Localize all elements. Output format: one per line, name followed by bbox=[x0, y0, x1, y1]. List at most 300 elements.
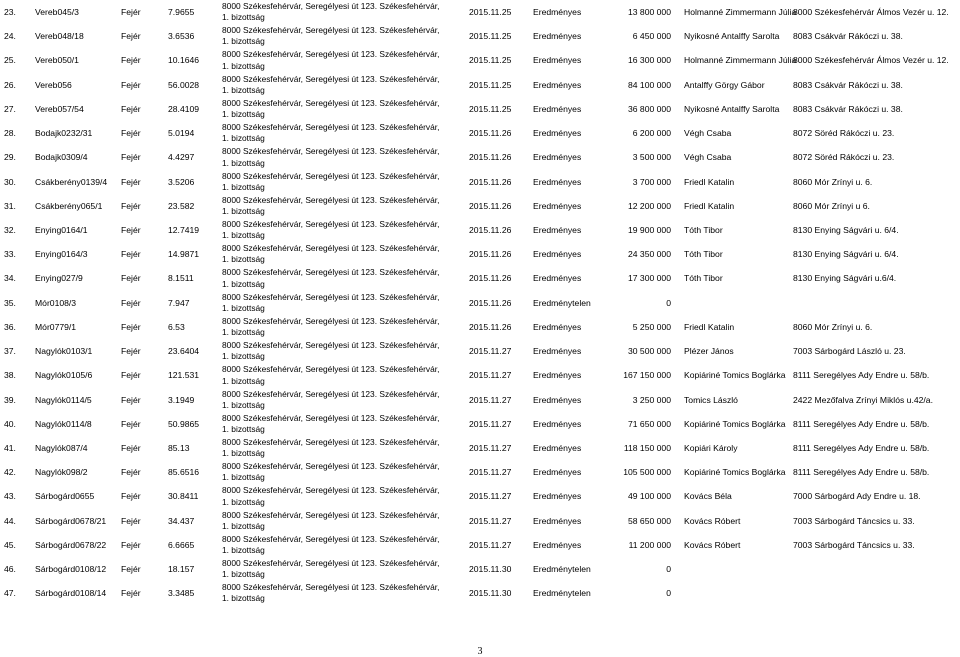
auction-date: 2015.11.27 bbox=[469, 467, 512, 478]
table-row bbox=[0, 510, 960, 534]
sale-price: 49 100 000 bbox=[627, 491, 671, 502]
auction-result: Eredményes bbox=[533, 418, 582, 429]
office-address bbox=[222, 364, 439, 386]
area-value: 56.0028 bbox=[168, 79, 200, 90]
office-address bbox=[222, 534, 439, 556]
auction-date: 2015.11.30 bbox=[469, 588, 512, 599]
parcel-id: Vereb057/54 bbox=[35, 103, 84, 114]
auction-date: 2015.11.25 bbox=[469, 7, 512, 17]
buyer-address: 8060 Mór Zrínyi u. 6. bbox=[793, 176, 873, 187]
office-address bbox=[222, 485, 439, 507]
row-number: 34. bbox=[4, 273, 16, 284]
office-address-line1: 8000 Székesfehérvár, Seregélyesi út 123. Székesfehérvár, bbox=[222, 122, 440, 133]
auction-result: Eredményes bbox=[533, 103, 582, 114]
office-address-line1: 8000 Székesfehérvár, Seregélyesi út 123. Székesfehérvár, bbox=[222, 509, 440, 520]
office-address bbox=[222, 267, 439, 289]
buyer-address: 8130 Enying Ságvári u.6/4. bbox=[793, 273, 897, 284]
auction-date: 2015.11.27 bbox=[469, 346, 512, 357]
buyer-address: 8072 Söréd Rákóczi u. 23. bbox=[793, 152, 895, 163]
office-committee: 1. bizottság bbox=[222, 84, 265, 95]
row-number: 28. bbox=[4, 128, 16, 139]
office-address-line1: 8000 Székesfehérvár, Seregélyesi út 123. Székesfehérvár, bbox=[222, 340, 440, 351]
sale-price: 0 bbox=[666, 564, 671, 575]
row-number: 33. bbox=[4, 249, 16, 260]
sale-price: 105 500 000 bbox=[623, 467, 671, 478]
sale-price: 84 100 000 bbox=[627, 79, 671, 90]
auction-date: 2015.11.25 bbox=[469, 79, 512, 90]
county: Fejér bbox=[121, 564, 141, 575]
auction-result: Eredményes bbox=[533, 55, 582, 66]
area-value: 7.947 bbox=[168, 297, 190, 308]
office-address bbox=[222, 74, 439, 96]
office-address-line1: 8000 Székesfehérvár, Seregélyesi út 123. Székesfehérvár, bbox=[222, 267, 440, 278]
row-number: 42. bbox=[4, 467, 16, 478]
office-address bbox=[222, 582, 439, 604]
table-row bbox=[0, 171, 960, 195]
office-address bbox=[222, 437, 439, 459]
row-number: 30. bbox=[4, 176, 16, 187]
office-address bbox=[222, 171, 439, 193]
parcel-id: Nagylók0103/1 bbox=[35, 346, 93, 357]
buyer-address: 7000 Sárbogárd Ady Endre u. 18. bbox=[793, 491, 921, 502]
auction-result: Eredménytelen bbox=[533, 588, 591, 599]
office-address-line1: 8000 Székesfehérvár, Seregélyesi út 123. Székesfehérvár, bbox=[222, 436, 440, 447]
page-number: 3 bbox=[477, 646, 483, 657]
auction-result: Eredményes bbox=[533, 467, 582, 478]
auction-date: 2015.11.26 bbox=[469, 128, 512, 139]
area-value: 50.9865 bbox=[168, 418, 200, 429]
parcel-id: Nagylók0114/5 bbox=[35, 394, 92, 405]
buyer-address: 7003 Sárbogárd Táncsics u. 33. bbox=[793, 515, 915, 526]
buyer-name: Nyikosné Antalffy Sarolta bbox=[684, 103, 780, 114]
row-number: 43. bbox=[4, 491, 16, 502]
office-address-line1: 8000 Székesfehérvár, Seregélyesi út 123. Székesfehérvár, bbox=[222, 291, 440, 302]
area-value: 6.6665 bbox=[168, 539, 195, 550]
office-committee: 1. bizottság bbox=[222, 472, 265, 483]
buyer-name: Kovács Róbert bbox=[684, 515, 741, 526]
office-committee: 1. bizottság bbox=[222, 278, 265, 289]
auction-result: Eredményes bbox=[533, 128, 582, 139]
row-number: 40. bbox=[4, 418, 16, 429]
county: Fejér bbox=[121, 515, 141, 526]
area-value: 12.7419 bbox=[168, 224, 200, 235]
buyer-name: Kovács Róbert bbox=[684, 539, 741, 550]
county: Fejér bbox=[121, 297, 141, 308]
area-value: 34.437 bbox=[168, 515, 195, 526]
table-row bbox=[0, 195, 960, 219]
auction-result: Eredményes bbox=[533, 515, 582, 526]
row-number: 23. bbox=[4, 7, 16, 17]
buyer-name: Kopiáriné Tomics Boglárka bbox=[684, 418, 786, 429]
sale-price: 13 800 000 bbox=[627, 7, 671, 17]
county: Fejér bbox=[121, 79, 141, 90]
table-row bbox=[0, 122, 960, 146]
auction-date: 2015.11.27 bbox=[469, 394, 512, 405]
office-address-line1: 8000 Székesfehérvár, Seregélyesi út 123. Székesfehérvár, bbox=[222, 73, 440, 84]
county: Fejér bbox=[121, 442, 141, 453]
sale-price: 11 200 000 bbox=[628, 539, 671, 550]
table-row bbox=[0, 98, 960, 122]
county: Fejér bbox=[121, 418, 141, 429]
table-row bbox=[0, 437, 960, 461]
table-row bbox=[0, 485, 960, 509]
buyer-name: Tóth Tibor bbox=[684, 224, 723, 235]
sale-price: 17 300 000 bbox=[627, 273, 671, 284]
buyer-address: 8060 Mór Zrínyi u 6. bbox=[793, 200, 870, 211]
office-address bbox=[222, 389, 439, 411]
auction-result: Eredménytelen bbox=[533, 564, 591, 575]
auction-date: 2015.11.25 bbox=[469, 31, 512, 42]
office-committee: 1. bizottság bbox=[222, 230, 265, 241]
buyer-name: Friedl Katalin bbox=[684, 176, 735, 187]
sale-price: 0 bbox=[666, 297, 671, 308]
buyer-address: 8083 Csákvár Rákóczi u. 38. bbox=[793, 79, 903, 90]
office-committee: 1. bizottság bbox=[222, 181, 265, 192]
parcel-id: Nagylók0105/6 bbox=[35, 370, 93, 381]
office-address bbox=[222, 340, 439, 362]
row-number: 44. bbox=[4, 515, 16, 526]
buyer-name: Tóth Tibor bbox=[684, 249, 723, 260]
auction-date: 2015.11.26 bbox=[469, 297, 512, 308]
office-address-line1: 8000 Székesfehérvár, Seregélyesi út 123. Székesfehérvár, bbox=[222, 485, 440, 496]
row-number: 25. bbox=[4, 55, 16, 66]
auction-result: Eredményes bbox=[533, 31, 582, 42]
sale-price: 58 650 000 bbox=[627, 515, 671, 526]
table-row bbox=[0, 364, 960, 388]
sale-price: 3 700 000 bbox=[632, 176, 671, 187]
table-row bbox=[0, 267, 960, 291]
buyer-name: Végh Csaba bbox=[684, 152, 732, 163]
parcel-id: Enying0164/3 bbox=[35, 249, 88, 260]
office-address-line1: 8000 Székesfehérvár, Seregélyesi út 123. Székesfehérvár, bbox=[222, 97, 440, 108]
row-number: 38. bbox=[4, 370, 16, 381]
parcel-id: Vereb056 bbox=[35, 79, 72, 90]
county: Fejér bbox=[121, 539, 141, 550]
buyer-address: 8000 Székesfehérvár Álmos Vezér u. 12. bbox=[793, 7, 949, 17]
county: Fejér bbox=[121, 7, 141, 17]
office-address bbox=[222, 1, 439, 23]
auction-result: Eredményes bbox=[533, 346, 582, 357]
auction-result: Eredményes bbox=[533, 321, 582, 332]
parcel-id: Mór0779/1 bbox=[35, 321, 77, 332]
office-address-line1: 8000 Székesfehérvár, Seregélyesi út 123. Székesfehérvár, bbox=[222, 218, 440, 229]
parcel-id: Bodajk0232/31 bbox=[35, 128, 93, 139]
table-row bbox=[0, 534, 960, 558]
county: Fejér bbox=[121, 346, 141, 357]
auction-result: Eredményes bbox=[533, 491, 582, 502]
office-committee: 1. bizottság bbox=[222, 496, 265, 507]
office-committee: 1. bizottság bbox=[222, 423, 265, 434]
area-value: 3.6536 bbox=[168, 31, 195, 42]
area-value: 10.1646 bbox=[168, 55, 200, 66]
office-address bbox=[222, 461, 439, 483]
buyer-name: Plézer János bbox=[684, 346, 734, 357]
office-committee: 1. bizottság bbox=[222, 302, 265, 313]
auction-date: 2015.11.27 bbox=[469, 515, 512, 526]
table-row bbox=[0, 461, 960, 485]
office-address bbox=[222, 146, 439, 168]
buyer-name: Kovács Béla bbox=[684, 491, 732, 502]
buyer-address: 8083 Csákvár Rákóczi u. 38. bbox=[793, 31, 903, 42]
county: Fejér bbox=[121, 273, 141, 284]
sale-price: 167 150 000 bbox=[623, 370, 671, 381]
office-address bbox=[222, 219, 439, 241]
auction-result: Eredményes bbox=[533, 200, 582, 211]
auction-date: 2015.11.26 bbox=[469, 321, 512, 332]
county: Fejér bbox=[121, 176, 141, 187]
area-value: 30.8411 bbox=[168, 491, 199, 502]
area-value: 3.1949 bbox=[168, 394, 195, 405]
parcel-id: Vereb045/3 bbox=[35, 7, 79, 17]
county: Fejér bbox=[121, 249, 141, 260]
office-address-line1: 8000 Székesfehérvár, Seregélyesi út 123. Székesfehérvár, bbox=[222, 25, 440, 36]
buyer-address: 8111 Seregélyes Ady Endre u. 58/b. bbox=[793, 418, 930, 429]
table-row bbox=[0, 219, 960, 243]
county: Fejér bbox=[121, 103, 141, 114]
sale-price: 19 900 000 bbox=[627, 224, 671, 235]
buyer-name: Holmanné Zimmermann Júlia bbox=[684, 7, 797, 17]
office-committee: 1. bizottság bbox=[222, 375, 265, 386]
table-row bbox=[0, 582, 960, 606]
row-number: 35. bbox=[4, 297, 16, 308]
area-value: 8.1511 bbox=[168, 273, 194, 284]
office-address-line1: 8000 Székesfehérvár, Seregélyesi út 123. Székesfehérvár, bbox=[222, 170, 440, 181]
buyer-name: Kopiári Károly bbox=[684, 442, 738, 453]
office-address-line1: 8000 Székesfehérvár, Seregélyesi út 123. Székesfehérvár, bbox=[222, 1, 440, 11]
office-committee: 1. bizottság bbox=[222, 133, 265, 144]
parcel-id: Sárbogárd0108/14 bbox=[35, 588, 107, 599]
auction-date: 2015.11.26 bbox=[469, 273, 512, 284]
auction-result: Eredményes bbox=[533, 7, 582, 17]
row-number: 39. bbox=[4, 394, 16, 405]
buyer-name: Kopiáriné Tomics Boglárka bbox=[684, 467, 786, 478]
buyer-name: Kopiáriné Tomics Boglárka bbox=[684, 370, 786, 381]
office-address bbox=[222, 243, 439, 265]
parcel-id: Nagylók0114/8 bbox=[35, 418, 92, 429]
area-value: 18.157 bbox=[168, 564, 195, 575]
parcel-id: Vereb050/1 bbox=[35, 55, 79, 66]
office-committee: 1. bizottság bbox=[222, 12, 265, 23]
table-row bbox=[0, 340, 960, 364]
buyer-name: Tomics László bbox=[684, 394, 738, 405]
buyer-address: 7003 Sárbogárd Táncsics u. 33. bbox=[793, 539, 915, 550]
area-value: 14.9871 bbox=[168, 249, 200, 260]
buyer-address: 8111 Seregélyes Ady Endre u. 58/b. bbox=[793, 442, 930, 453]
county: Fejér bbox=[121, 491, 141, 502]
sale-price: 24 350 000 bbox=[627, 249, 671, 260]
office-address bbox=[222, 558, 439, 580]
buyer-name: Antalffy Görgy Gábor bbox=[684, 79, 765, 90]
row-number: 41. bbox=[4, 442, 16, 453]
area-value: 85.13 bbox=[168, 442, 190, 453]
auction-result: Eredményes bbox=[533, 370, 582, 381]
parcel-id: Sárbogárd0108/12 bbox=[35, 564, 107, 575]
table-row bbox=[0, 243, 960, 267]
auction-date: 2015.11.26 bbox=[469, 152, 512, 163]
buyer-address: 2422 Mezőfalva Zrínyi Miklós u.42/a. bbox=[793, 394, 933, 405]
auction-result: Eredményes bbox=[533, 79, 582, 90]
row-number: 29. bbox=[4, 152, 16, 163]
auction-date: 2015.11.26 bbox=[469, 224, 512, 235]
buyer-address: 8072 Söréd Rákóczi u. 23. bbox=[793, 128, 895, 139]
row-number: 26. bbox=[4, 79, 16, 90]
area-value: 3.5206 bbox=[168, 176, 195, 187]
sale-price: 6 200 000 bbox=[632, 128, 671, 139]
area-value: 28.4109 bbox=[168, 103, 200, 114]
parcel-id: Sárbogárd0678/22 bbox=[35, 539, 107, 550]
office-address-line1: 8000 Székesfehérvár, Seregélyesi út 123. Székesfehérvár, bbox=[222, 194, 440, 205]
table-row bbox=[0, 49, 960, 73]
row-number: 45. bbox=[4, 539, 16, 550]
office-committee: 1. bizottság bbox=[222, 520, 265, 531]
buyer-address: 8130 Enying Ságvári u. 6/4. bbox=[793, 249, 899, 260]
office-address-line1: 8000 Székesfehérvár, Seregélyesi út 123. Székesfehérvár, bbox=[222, 388, 440, 399]
row-number: 27. bbox=[4, 103, 16, 114]
parcel-id: Mór0108/3 bbox=[35, 297, 77, 308]
auction-result: Eredményes bbox=[533, 249, 582, 260]
county: Fejér bbox=[121, 224, 141, 235]
office-address bbox=[222, 98, 439, 120]
auction-result: Eredményes bbox=[533, 176, 582, 187]
row-number: 32. bbox=[4, 224, 16, 235]
sale-price: 118 150 000 bbox=[623, 442, 671, 453]
buyer-name: Friedl Katalin bbox=[684, 200, 735, 211]
county: Fejér bbox=[121, 128, 141, 139]
auction-date: 2015.11.27 bbox=[469, 442, 512, 453]
office-address-line1: 8000 Székesfehérvár, Seregélyesi út 123. Székesfehérvár, bbox=[222, 315, 440, 326]
county: Fejér bbox=[121, 200, 141, 211]
table-row bbox=[0, 389, 960, 413]
auction-date: 2015.11.27 bbox=[469, 491, 512, 502]
office-address bbox=[222, 292, 439, 314]
auction-result: Eredményes bbox=[533, 273, 582, 284]
parcel-id: Enying027/9 bbox=[35, 273, 83, 284]
county: Fejér bbox=[121, 321, 141, 332]
office-address bbox=[222, 510, 439, 532]
office-address bbox=[222, 413, 439, 435]
county: Fejér bbox=[121, 55, 141, 66]
sale-price: 3 250 000 bbox=[632, 394, 671, 405]
table-row bbox=[0, 292, 960, 316]
buyer-name: Végh Csaba bbox=[684, 128, 732, 139]
area-value: 3.3485 bbox=[168, 588, 195, 599]
office-committee: 1. bizottság bbox=[222, 254, 265, 265]
buyer-name: Friedl Katalin bbox=[684, 321, 735, 332]
office-address-line1: 8000 Székesfehérvár, Seregélyesi út 123. Székesfehérvár, bbox=[222, 558, 440, 569]
auction-result: Eredményes bbox=[533, 224, 582, 235]
parcel-id: Csákberény065/1 bbox=[35, 200, 103, 211]
county: Fejér bbox=[121, 152, 141, 163]
county: Fejér bbox=[121, 370, 141, 381]
area-value: 7.9655 bbox=[168, 7, 195, 17]
table-row bbox=[0, 413, 960, 437]
office-committee: 1. bizottság bbox=[222, 327, 265, 338]
auction-result: Eredményes bbox=[533, 442, 582, 453]
auction-date: 2015.11.25 bbox=[469, 103, 512, 114]
area-value: 6.53 bbox=[168, 321, 185, 332]
auction-date: 2015.11.27 bbox=[469, 418, 512, 429]
auction-date: 2015.11.27 bbox=[469, 370, 512, 381]
office-address-line1: 8000 Székesfehérvár, Seregélyesi út 123. Székesfehérvár, bbox=[222, 364, 440, 375]
parcel-id: Nagylók098/2 bbox=[35, 467, 88, 478]
sale-price: 36 800 000 bbox=[627, 103, 671, 114]
county: Fejér bbox=[121, 467, 141, 478]
parcel-id: Vereb048/18 bbox=[35, 31, 84, 42]
buyer-name: Holmanné Zimmermann Júlia bbox=[684, 55, 797, 66]
row-number: 31. bbox=[4, 200, 16, 211]
county: Fejér bbox=[121, 588, 141, 599]
auction-date: 2015.11.27 bbox=[469, 539, 512, 550]
table-row bbox=[0, 558, 960, 582]
office-committee: 1. bizottság bbox=[222, 351, 265, 362]
area-value: 23.582 bbox=[168, 200, 195, 211]
office-address-line1: 8000 Székesfehérvár, Seregélyesi út 123. Székesfehérvár, bbox=[222, 412, 440, 423]
parcel-id: Bodajk0309/4 bbox=[35, 152, 88, 163]
area-value: 5.0194 bbox=[168, 128, 195, 139]
table-row bbox=[0, 74, 960, 98]
table-row bbox=[0, 146, 960, 170]
row-number: 37. bbox=[4, 346, 16, 357]
buyer-name: Nyikosné Antalffy Sarolta bbox=[684, 31, 780, 42]
office-committee: 1. bizottság bbox=[222, 593, 265, 604]
office-committee: 1. bizottság bbox=[222, 157, 265, 168]
auction-result: Eredményes bbox=[533, 394, 582, 405]
buyer-address: 8111 Seregélyes Ady Endre u. 58/b. bbox=[793, 467, 930, 478]
auction-result: Eredményes bbox=[533, 152, 582, 163]
office-committee: 1. bizottság bbox=[222, 205, 265, 216]
office-address-line1: 8000 Székesfehérvár, Seregélyesi út 123. Székesfehérvár, bbox=[222, 461, 440, 472]
office-committee: 1. bizottság bbox=[222, 545, 265, 556]
sale-price: 5 250 000 bbox=[632, 321, 671, 332]
sale-price: 3 500 000 bbox=[632, 152, 671, 163]
auction-date: 2015.11.26 bbox=[469, 200, 512, 211]
office-address bbox=[222, 49, 439, 71]
office-address-line1: 8000 Székesfehérvár, Seregélyesi út 123. Székesfehérvár, bbox=[222, 146, 440, 157]
parcel-id: Nagylók087/4 bbox=[35, 442, 88, 453]
office-committee: 1. bizottság bbox=[222, 60, 265, 71]
office-committee: 1. bizottság bbox=[222, 109, 265, 120]
county: Fejér bbox=[121, 31, 141, 42]
buyer-address: 8083 Csákvár Rákóczi u. 38. bbox=[793, 103, 903, 114]
office-address-line1: 8000 Székesfehérvár, Seregélyesi út 123. Székesfehérvár, bbox=[222, 243, 440, 254]
office-committee: 1. bizottság bbox=[222, 36, 265, 47]
sale-price: 6 450 000 bbox=[632, 31, 671, 42]
parcel-id: Sárbogárd0655 bbox=[35, 491, 95, 502]
buyer-address: 8130 Enying Ságvári u. 6/4. bbox=[793, 224, 899, 235]
office-committee: 1. bizottság bbox=[222, 399, 265, 410]
parcel-id: Sárbogárd0678/21 bbox=[35, 515, 107, 526]
parcel-id: Csákberény0139/4 bbox=[35, 176, 108, 187]
office-committee: 1. bizottság bbox=[222, 569, 265, 580]
table-row bbox=[0, 25, 960, 49]
buyer-name: Tóth Tibor bbox=[684, 273, 723, 284]
office-address-line1: 8000 Székesfehérvár, Seregélyesi út 123. Székesfehérvár, bbox=[222, 49, 440, 60]
office-address bbox=[222, 195, 439, 217]
auction-date: 2015.11.26 bbox=[469, 249, 512, 260]
area-value: 121.531 bbox=[168, 370, 200, 381]
auction-date: 2015.11.26 bbox=[469, 176, 512, 187]
office-committee: 1. bizottság bbox=[222, 448, 265, 459]
sale-price: 12 200 000 bbox=[627, 200, 671, 211]
sale-price: 30 500 000 bbox=[627, 346, 671, 357]
auction-date: 2015.11.30 bbox=[469, 564, 512, 575]
buyer-address: 8000 Székesfehérvár Álmos Vezér u. 12. bbox=[793, 55, 949, 66]
sale-price: 16 300 000 bbox=[627, 55, 671, 66]
row-number: 24. bbox=[4, 31, 16, 42]
table-row bbox=[0, 1, 960, 25]
auction-date: 2015.11.25 bbox=[469, 55, 512, 66]
row-number: 47. bbox=[4, 588, 16, 599]
